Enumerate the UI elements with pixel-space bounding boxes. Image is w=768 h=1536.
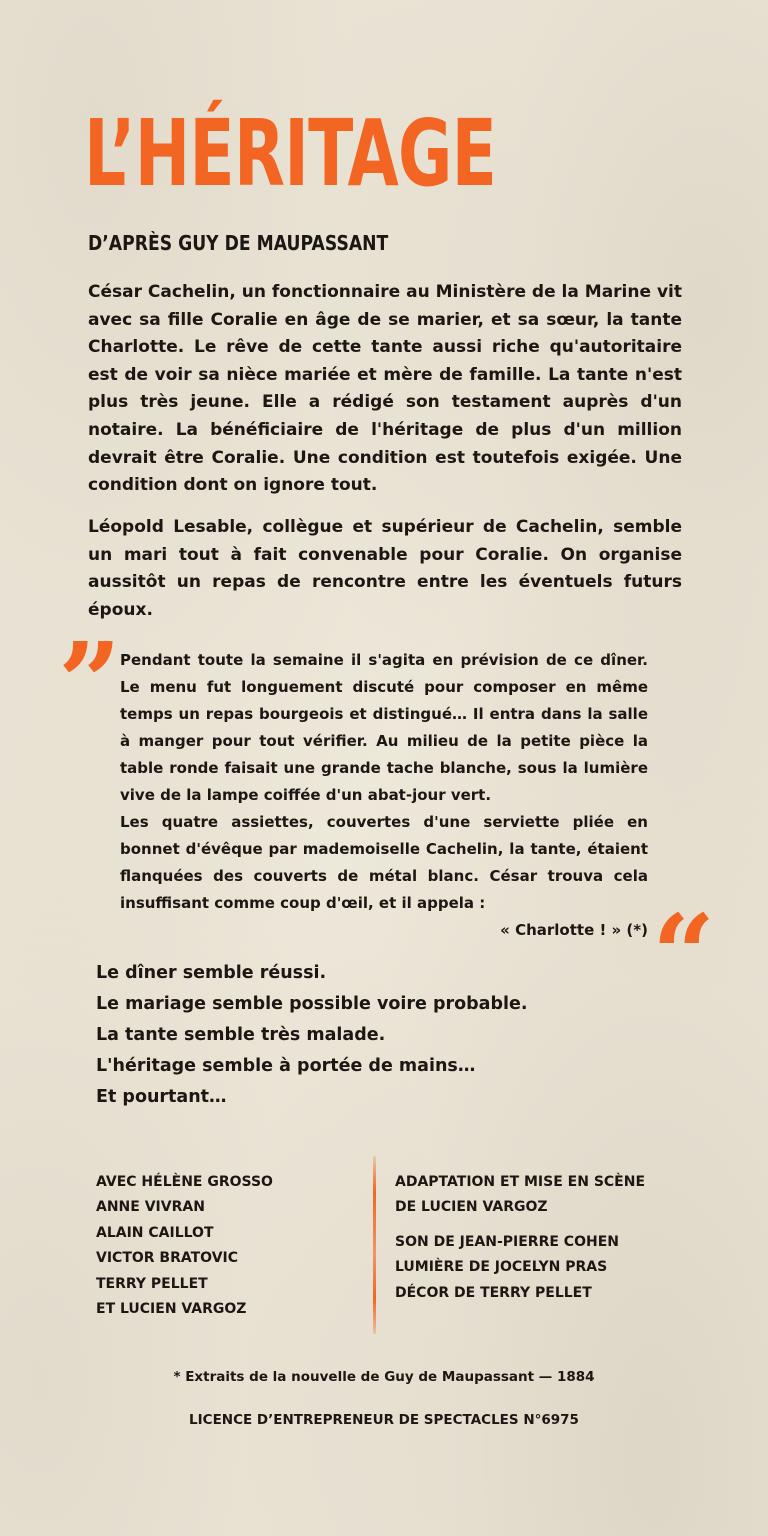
tagline-list xyxy=(96,958,528,1113)
crew-credit: LUMIÈRE DE JOCELYN PRAS xyxy=(395,1259,608,1276)
quote-open-mark: ” xyxy=(58,618,122,747)
tagline-line: L'héritage semble à portée de mains… xyxy=(96,1056,476,1076)
crew-credit: SON DE JEAN-PIERRE COHEN xyxy=(395,1233,619,1250)
tagline-line: Le dîner semble réussi. xyxy=(96,963,327,983)
crew-credits xyxy=(395,1170,695,1315)
direction-credit-line-1: ADAPTATION ET MISE EN SCÈNE xyxy=(395,1174,646,1190)
quote-paragraph-2: Les quatre assiettes, couvertes d'une serviette pliée en bonnet d'évêque par mademoiselle Cachelin, la tante, étaient flanquées des couverts de métal blanc. César trouva cela insuffisant comme coup d'œil, et il appela : xyxy=(120,813,648,912)
quote-close-mark: “ xyxy=(652,890,716,1019)
quote-paragraph-1: Pendant toute la semaine il s'agita en prévision de ce dîner. Le menu fut longuement discuté pour composer en même temps un repas bourgeois et distingué… Il entra dans la salle à manger pour tout vérifier. Au milieu de la petite pièce la table ronde faisait une grande tache blanche, sous la lumière vive de la lampe coiffée d'un abat-jour vert. xyxy=(120,651,648,804)
cast-member: ET LUCIEN VARGOZ xyxy=(96,1301,247,1318)
synopsis-paragraph-2: Léopold Lesable, collègue et supérieur de Cachelin, semble un mari tout à fait convenable pour Coralie. On organise aussitôt un repas de rencontre entre les éventuels futurs époux. xyxy=(88,517,682,620)
cast-member: TERRY PELLET xyxy=(96,1275,208,1292)
direction-credit-line-2: DE LUCIEN VARGOZ xyxy=(395,1199,548,1216)
direction-credit xyxy=(395,1170,695,1221)
cast-member: ANNE VIVRAN xyxy=(96,1199,205,1216)
page-title: L’HÉRITAGE xyxy=(84,100,497,207)
synopsis-paragraph-1: César Cachelin, un fonctionnaire au Ministère de la Marine vit avec sa fille Coralie en âge de se marier, et sa sœur, la tante Charlotte. Le rêve de cette tante aussi riche qu'autoritaire est de voir sa nièce mariée et mère de famille. La tante n'est plus très jeune. Elle a rédigé son testament auprès d'un notaire. La bénéficiaire de l'héritage de plus d'un million devrait être Coralie. Une condition est toutefois exigée. Une condition dont on ignore tout. xyxy=(88,282,682,496)
cast-member: AVEC HÉLÈNE GROSSO xyxy=(96,1174,273,1190)
crew-credit: DÉCOR DE TERRY PELLET xyxy=(395,1284,592,1301)
crew-list xyxy=(395,1230,695,1306)
licence-number: LICENCE D’ENTREPRENEUR DE SPECTACLES N°6975 xyxy=(189,1412,579,1428)
tagline-line: La tante semble très malade. xyxy=(96,1025,386,1045)
quote-signoff: « Charlotte ! » (*) xyxy=(500,921,648,939)
cast-member: ALAIN CAILLOT xyxy=(96,1224,214,1241)
page-subtitle: D’APRÈS GUY DE MAUPASSANT xyxy=(88,231,389,255)
cast-member: VICTOR BRATOVIC xyxy=(96,1250,239,1267)
tagline-line: Et pourtant… xyxy=(96,1087,227,1107)
cast-list xyxy=(96,1170,273,1322)
credits-divider xyxy=(373,1156,376,1334)
source-footnote: * Extraits de la nouvelle de Guy de Maupassant — 1884 xyxy=(173,1369,595,1385)
excerpt-quote xyxy=(120,647,648,944)
tagline-line: Le mariage semble possible voire probable. xyxy=(96,994,528,1014)
